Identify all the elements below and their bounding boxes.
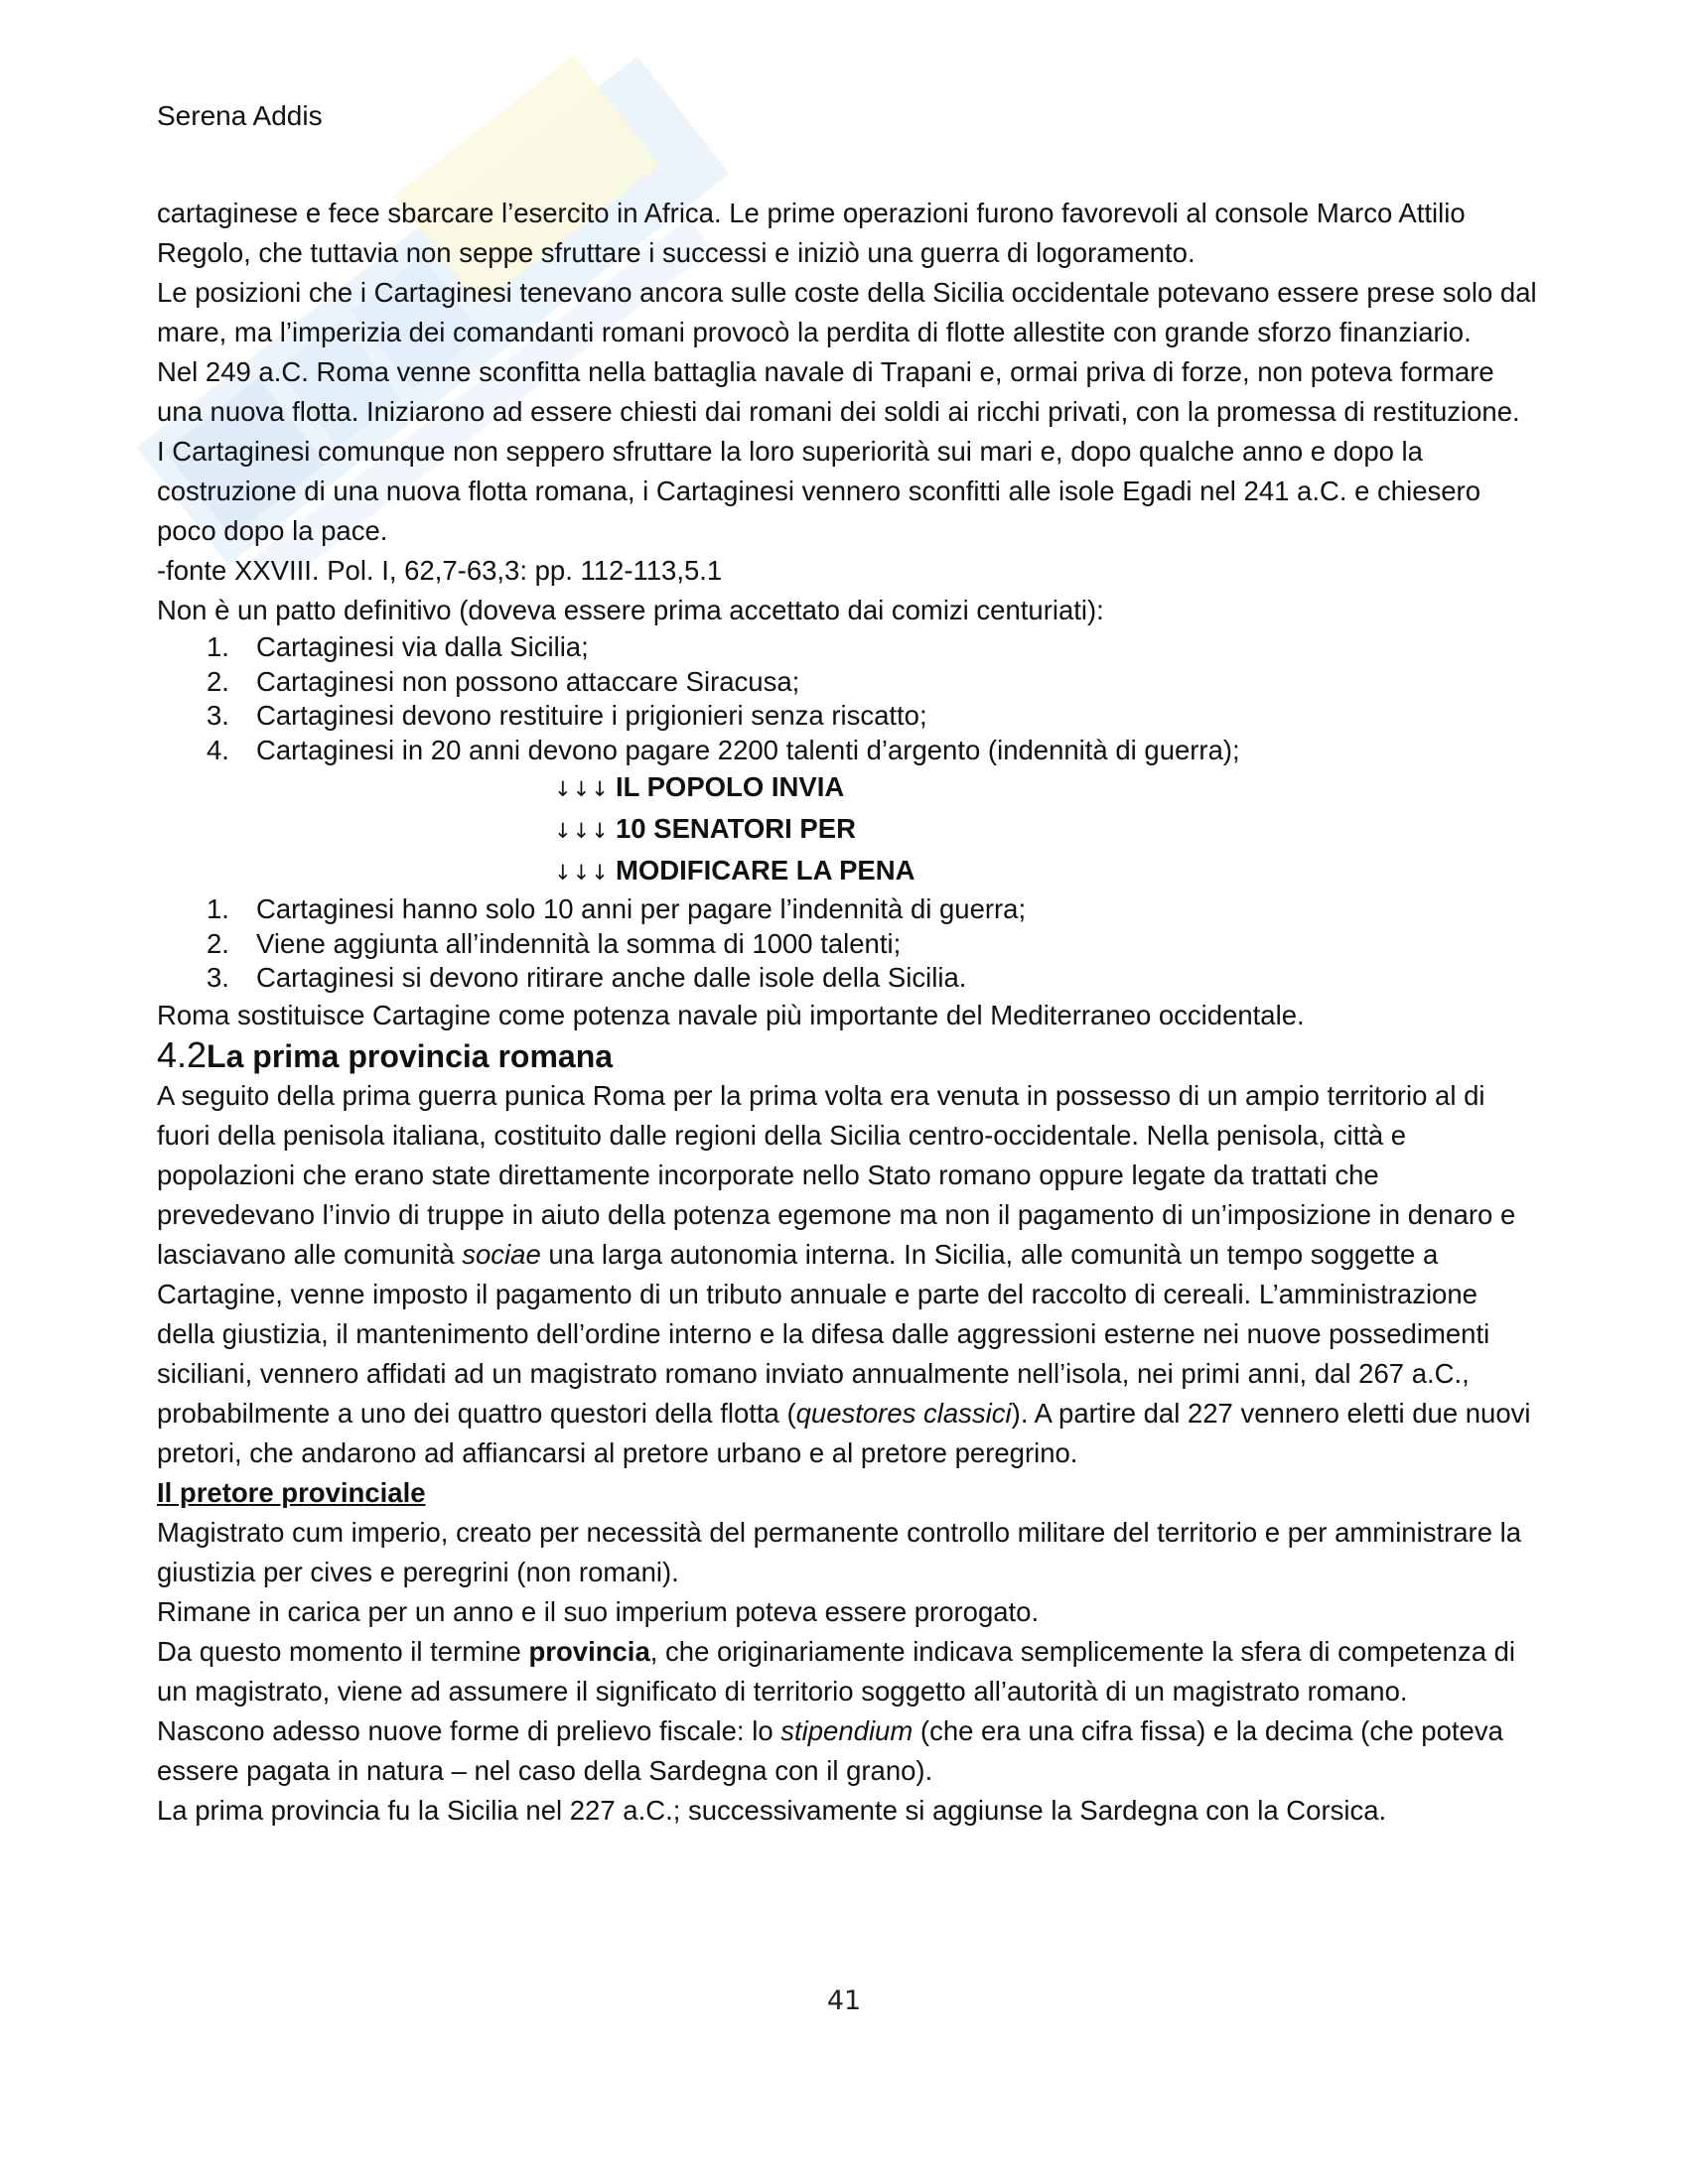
list-item xyxy=(157,630,1542,665)
list-item xyxy=(157,734,1542,768)
paragraph: Nel 249 a.C. Roma venne sconfitta nella battaglia navale di Trapani e, ormai priva di forze, non poteva formare una nuova flotta. Iniziarono ad essere chiesti dai romani dei soldi ai ricchi privati, con la promessa di restituzione. xyxy=(157,356,1520,427)
subheading: Il pretore provinciale xyxy=(157,1476,426,1508)
source-citation: -fonte XXVIII. Pol. I, 62,7-63,3: pp. 112-113,5.1 xyxy=(157,555,723,586)
arrow-text: MODIFICARE LA PENA xyxy=(616,855,915,886)
arrow-line xyxy=(157,767,1542,809)
italic-term: stipendium xyxy=(780,1714,914,1746)
down-arrows-icon: ↓↓↓ xyxy=(554,861,610,885)
list-item xyxy=(157,961,1542,996)
modified-terms-list xyxy=(157,892,1542,996)
text-run: una larga autonomia interna. In Sicilia, alle comunità un tempo soggette a Cartagine, venne imposto il pagamento di un tributo annuale e parte del raccolto di cereali. L’amministrazione della giustizia, il mantenimento dell’ordine interno e la difesa dalle aggressioni esterne nei nuove possedimenti siciliani, vennero affidati ad un magistrato romano inviato annualmente nell’isola, nei primi anni, dal 267 a.C., probabilmente a uno dei quattro questori della flotta ( xyxy=(157,1238,1490,1429)
italic-term: questores classici xyxy=(795,1397,1012,1429)
paragraph xyxy=(157,1632,1542,1711)
arrow-text: 10 SENATORI PER xyxy=(616,813,856,844)
list-number: 3. xyxy=(207,700,229,731)
list-item xyxy=(157,927,1542,962)
arrow-line xyxy=(157,851,1542,892)
section-title-text: La prima provincia romana xyxy=(207,1037,614,1074)
text-run: , che originariamente indicava semplicemente la sfera di competenza di un magistrato, viene ad assumere il significato di territorio soggetto all’autorità di un magistrato romano. xyxy=(157,1635,1516,1706)
text-run: Da questo momento il termine xyxy=(157,1635,529,1667)
list-item-text: Cartaginesi devono restituire i prigionieri senza riscatto; xyxy=(256,700,927,731)
text-run: ). A partire dal 227 vennero eletti due nuovi pretori, che andarono ad affiancarsi al pretore urbano e al pretore peregrino. xyxy=(157,1397,1531,1468)
list-number: 4. xyxy=(207,734,229,765)
down-arrows-icon: ↓↓↓ xyxy=(554,777,610,801)
paragraph: cartaginese e fece sbarcare l’esercito in Africa. Le prime operazioni furono favorevoli al console Marco Attilio Regolo, che tuttavia non seppe sfruttare i successi e iniziò una guerra di logoramento. xyxy=(157,198,1466,268)
paragraph: Roma sostituisce Cartagine come potenza navale più importante del Mediterraneo occidentale. xyxy=(157,999,1305,1030)
text-run: (che era una cifra fissa) e la decima (che poteva essere pagata in natura – nel caso della Sardegna con il grano). xyxy=(157,1714,1503,1786)
bold-term: provincia xyxy=(528,1635,650,1667)
paragraph: Non è un patto definitivo (doveva essere prima accettato dai comizi centuriati): xyxy=(157,595,1104,625)
italic-term: sociae xyxy=(462,1238,541,1270)
list-item xyxy=(157,892,1542,927)
treaty-terms-list xyxy=(157,630,1542,767)
page-header-author: Serena Addis xyxy=(157,100,323,131)
section-number: 4.2 xyxy=(157,1033,208,1075)
paragraph xyxy=(157,1711,1542,1791)
list-number: 3. xyxy=(207,962,229,993)
list-item-text: Cartaginesi si devono ritirare anche dalle isole della Sicilia. xyxy=(256,962,967,993)
arrow-text: IL POPOLO INVIA xyxy=(616,771,845,802)
list-item-text: Cartaginesi in 20 anni devono pagare 2200 talenti d’argento (indennità di guerra); xyxy=(256,734,1240,765)
list-item xyxy=(157,699,1542,734)
paragraph: Le posizioni che i Cartaginesi tenevano ancora sulle coste della Sicilia occidentale potevano essere prese solo dal mare, ma l’imperizia dei comandanti romani provocò la perdita di flotte allestite con grande sforzo finanziario. xyxy=(157,277,1537,347)
paragraph: La prima provincia fu la Sicilia nel 227 a.C.; successivamente si aggiunse la Sardegna con la Corsica. xyxy=(157,1794,1387,1826)
list-item xyxy=(157,665,1542,700)
list-item-text: Viene aggiunta all’indennità la somma di 1000 talenti; xyxy=(256,927,902,959)
text-run: A seguito della prima guerra punica Roma per la prima volta era venuta in possesso di un ampio territorio al di fuori della penisola italiana, costituito dalle regioni della Sicilia centro-occidentale. Nella penisola, città e popolazioni che erano state direttamente incorporate nello Stato romano oppure legate da trattati che prevedevano l’invio di truppe in aiuto della potenza egemone ma non il pagamento di un’imposizione in denaro e lasciavano alle comunità xyxy=(157,1079,1516,1270)
paragraph: I Cartaginesi comunque non seppero sfruttare la loro superiorità sui mari e, dopo qualche anno e dopo la costruzione di una nuova flotta romana, i Cartaginesi vennero sconfitti alle isole Egadi nel 241 a.C. e chiesero poco dopo la pace. xyxy=(157,436,1480,546)
list-number: 1. xyxy=(207,893,229,924)
list-number: 2. xyxy=(207,927,229,959)
page-number: 41 xyxy=(826,1985,862,2016)
paragraph: Rimane in carica per un anno e il suo imperium poteva essere prorogato. xyxy=(157,1595,1040,1627)
arrow-line xyxy=(157,809,1542,851)
list-item-text: Cartaginesi hanno solo 10 anni per pagare l’indennità di guerra; xyxy=(256,893,1027,924)
paragraph: Magistrato cum imperio, creato per necessità del permanente controllo militare del territorio e per amministrare la giustizia per cives e peregrini (non romani). xyxy=(157,1516,1522,1587)
text-run: Nascono adesso nuove forme di prelievo fiscale: lo xyxy=(157,1714,781,1746)
down-arrows-icon: ↓↓↓ xyxy=(554,819,610,843)
list-number: 1. xyxy=(207,631,229,662)
document-body xyxy=(157,194,1542,1831)
list-item-text: Cartaginesi via dalla Sicilia; xyxy=(256,631,589,662)
section-heading xyxy=(157,1035,1542,1076)
list-item-text: Cartaginesi non possono attaccare Siracusa; xyxy=(256,665,800,697)
list-number: 2. xyxy=(207,665,229,697)
paragraph xyxy=(157,1076,1542,1473)
